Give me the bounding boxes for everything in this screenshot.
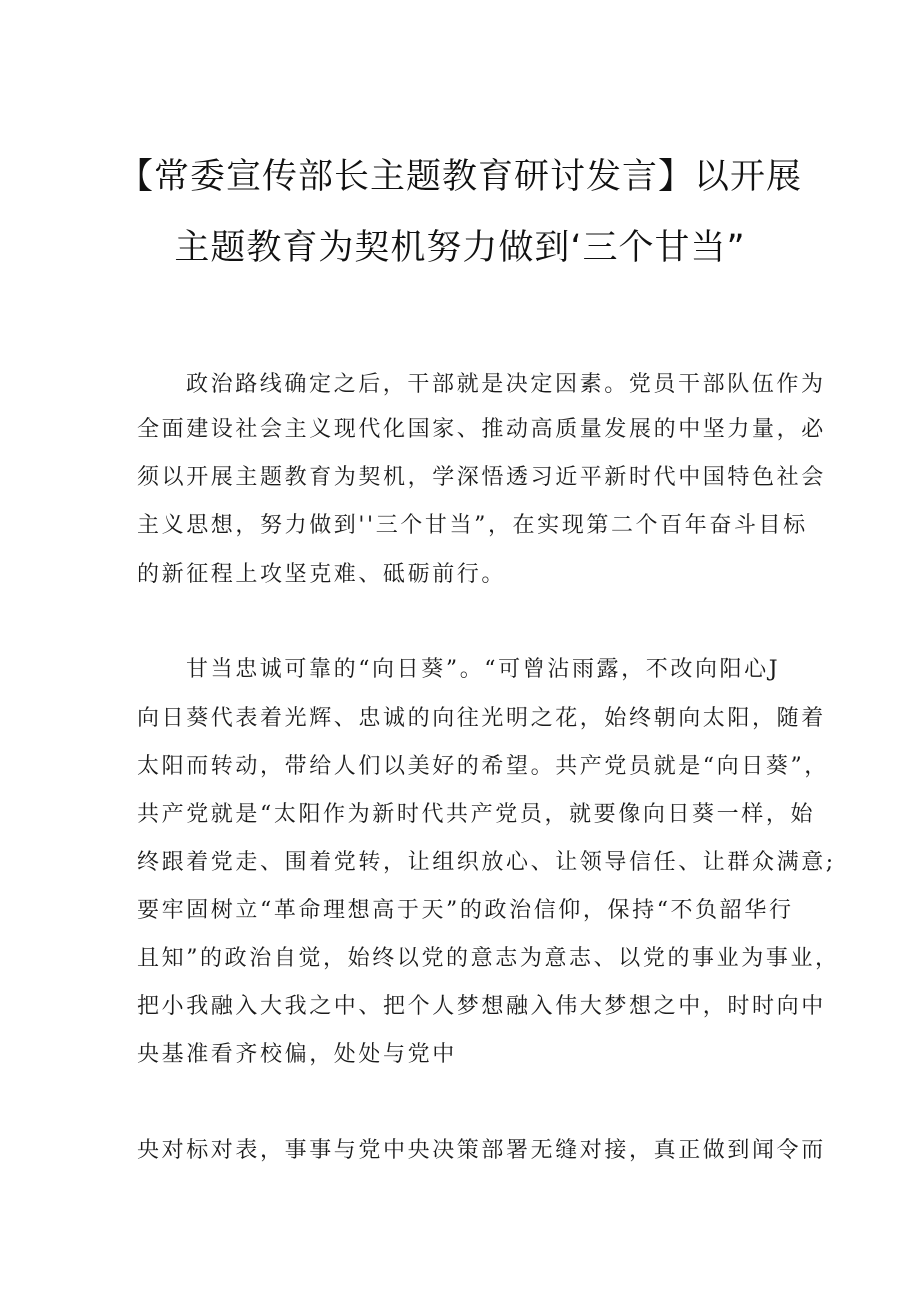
paragraph-3-line-1: 央对标对表，事事与党中央决策部署无缝对接，真正做到闻令而 xyxy=(137,1138,826,1163)
paragraph-1-line-5: 的新征程上攻坚克难、砥砺前行。 xyxy=(137,562,507,587)
paragraph-2-line-1: 甘当忠诚可靠的“向日葵”。“可曾沾雨露，不改向阳心J xyxy=(186,657,781,682)
paragraph-2-line-2: 向日葵代表着光辉、忠诚的向往光明之花，始终朝向太阳，随着 xyxy=(137,706,826,731)
paragraph-1-line-2: 全面建设社会主义现代化国家、推动高质量发展的中坚力量，必 xyxy=(137,417,826,442)
paragraph-2-line-5: 终跟着党走、围着党转，让组织放心、让领导信任、让群众满意; xyxy=(137,850,836,875)
paragraph-1-line-4: 主义思想，努力做到''三个甘当”，在实现第二个百年奋斗目标 xyxy=(137,513,808,538)
paragraph-2-line-4: 共产党就是“太阳作为新时代共产党员，就要像向日葵一样，始 xyxy=(137,802,816,827)
document-title-line-1: 【常委宣传部长主题教育研讨发言】以开展 xyxy=(117,157,802,197)
paragraph-1-line-1: 政治路线确定之后，干部就是决定因素。党员干部队伍作为 xyxy=(186,372,826,397)
paragraph-2-line-9: 央基准看齐校偏，处处与党中 xyxy=(137,1042,457,1067)
paragraph-2-line-8: 把小我融入大我之中、把个人梦想融入伟大梦想之中，时时向中 xyxy=(137,994,826,1019)
paragraph-1-line-3: 须以开展主题教育为契机，学深悟透习近平新时代中国特色社会 xyxy=(137,465,826,490)
paragraph-2-line-7: 且知”的政治自觉，始终以党的意志为意志、以党的事业为事业， xyxy=(137,946,840,971)
paragraph-2-line-6: 要牢固树立“革命理想高于天”的政治信仰，保持“不负韶华行 xyxy=(137,898,794,923)
document-title-line-2: 主题教育为契机努力做到‘三个甘当” xyxy=(174,228,746,268)
paragraph-2-line-3: 太阳而转动，带给人们以美好的希望。共产党员就是“向日葵”， xyxy=(137,754,829,779)
